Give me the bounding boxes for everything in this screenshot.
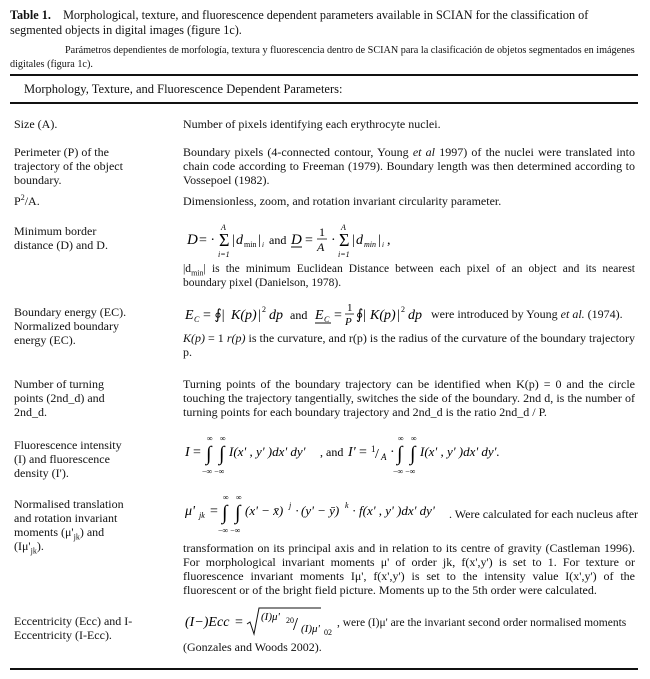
svg-text:∞: ∞: [398, 434, 404, 443]
svg-text:(I−)Ecc: (I−)Ecc: [185, 615, 230, 630]
desc-text: is the curvature, and r(p) is the radius of the curvature of the boundary trajectory p.: [183, 331, 635, 359]
svg-text:I(x' , y' )dx' dy'.: I(x' , y' )dx' dy'.: [420, 444, 500, 459]
formula-boundary-energy: [183, 301, 635, 330]
row-label: Number of turning points (2nd_d) and 2nd_d.: [14, 377, 105, 419]
row-desc: (Gonzales and Woods 2002).: [183, 640, 322, 654]
svg-text:A: A: [341, 224, 346, 232]
row-label: Size (A).: [14, 117, 58, 131]
row-desc: Turning points of the boundary trajectory can be identified when K(p) = 0 and the circle touching the trajectory tangentially, switches the side of the boundary. 2nd d, is the number of turning points for each boundary trajectory and 2nd_d is the ratio 2nd_d / P.: [183, 377, 635, 419]
caption-spanish: Parámetros dependientes de morfología, textura y fluorescencia dentro de SCIAN para la clasificación de objetos segmentados en imágenes digitales (figura 1c).: [10, 45, 635, 70]
svg-text:/: /: [293, 614, 299, 634]
svg-text:·: ·: [331, 233, 336, 248]
svg-text:d: d: [356, 233, 363, 248]
svg-text:dp: dp: [269, 308, 283, 323]
svg-text:∫: ∫: [222, 502, 228, 524]
label-part: P: [14, 194, 21, 208]
formula-eccentricity: [183, 604, 635, 641]
svg-text:|: |: [258, 308, 261, 323]
svg-text:∮|: ∮|: [356, 308, 367, 323]
svg-text:i=1: i=1: [338, 250, 350, 259]
svg-text:f(x' , y' )dx' dy': f(x' , y' )dx' dy': [359, 503, 435, 518]
svg-text:jk: jk: [199, 511, 205, 520]
caption-text: Morphological, texture, and fluorescence dependent parameters available in SCIAN for the classification of segmented objects in digital images (figure 1c).: [10, 8, 589, 37]
formula-moments: [183, 493, 639, 540]
svg-text:∫: ∫: [397, 443, 403, 465]
row-label: Minimum border distance (D) and D.: [14, 224, 108, 252]
svg-text:=: =: [359, 445, 367, 460]
desc-part: 1997) of the nuclei were translated into chain code according to Freeman (1979). Boundary length was then determined according to Vossepoel (1982).: [183, 145, 635, 187]
svg-text:∫: ∫: [206, 443, 212, 465]
row-label: Perimeter (P) of the trajectory of the object boundary.: [14, 145, 123, 187]
formula-tail: . Were calculated for each nucleus after: [449, 507, 639, 521]
svg-text:= ·: = ·: [199, 233, 216, 248]
svg-text:and: and: [290, 308, 308, 322]
svg-text:K(p): K(p): [370, 308, 396, 323]
row-label: Eccentricity (Ecc) and I-Eccentricity (I-Ecc).: [14, 614, 133, 642]
row-desc: K(p) = 1 r(p) is the curvature, and r(p) is the radius of the curvature of the boundary trajectory p.: [183, 331, 635, 359]
svg-text:|: |: [397, 308, 400, 323]
svg-text:C: C: [194, 315, 200, 324]
svg-text:−∞ −∞: −∞ −∞: [202, 467, 225, 476]
row-desc: Dimensionless, zoom, and rotation invariant circularity parameter.: [183, 194, 502, 208]
formula-and: and: [269, 233, 287, 247]
svg-text:A: A: [317, 240, 325, 254]
svg-text:−∞ −∞: −∞ −∞: [393, 467, 416, 476]
svg-text:min: min: [364, 240, 376, 249]
svg-text:|: |: [232, 233, 235, 248]
table-header: Morphology, Texture, and Fluorescence Dependent Parameters:: [24, 82, 343, 96]
svg-text:i: i: [262, 241, 264, 249]
svg-text:−∞ −∞: −∞ −∞: [218, 526, 241, 535]
svg-text:=: =: [305, 233, 313, 248]
min-border-formula: [183, 224, 635, 260]
svg-text:D: D: [187, 232, 198, 248]
svg-text:Σ: Σ: [219, 230, 230, 250]
svg-text:P: P: [345, 316, 352, 327]
svg-text:|: |: [378, 233, 381, 248]
label-part: /A.: [24, 194, 40, 208]
svg-text:min: min: [244, 240, 257, 249]
svg-text:i: i: [382, 241, 384, 249]
row-label: Boundary energy (EC). Normalized boundary energy (EC).: [14, 305, 127, 347]
svg-text:D: D: [291, 232, 302, 248]
svg-text:∞: ∞: [236, 493, 242, 502]
svg-text:j: j: [289, 501, 292, 510]
formula-min-border: [183, 224, 635, 263]
row-desc: Number of pixels identifying each erythrocyte nuclei.: [183, 117, 441, 131]
svg-text:(I)μ': (I)μ': [301, 623, 320, 635]
svg-text:= ∮|: = ∮|: [203, 308, 225, 323]
svg-text:|: |: [352, 233, 355, 248]
svg-text:|: |: [258, 233, 261, 248]
row-desc: transformation on its principal axis and in relation to its centre of gravity (Castleman 1996). For morphological invariant moments μ' of order jk, f(x',y') is set to 1. For texture or fluorescence invariant moments Iμ', f(x',y') is set to the intensity value I(x',y') of the fluorescent or of the bright field picture. Moments up to the 5th order were calculated.: [183, 541, 635, 597]
row-desc: [183, 145, 635, 187]
svg-text:∫: ∫: [235, 502, 241, 524]
svg-text:∞: ∞: [411, 434, 417, 443]
svg-text:dp: dp: [408, 308, 422, 323]
tail-part: (1974).: [584, 307, 623, 321]
row-desc: $|d_{min}|$ is the minimum Euclidean Distance between each pixel of an object and its nearest boundary pixel (Danielson, 1978).: [183, 263, 635, 289]
svg-text:∞: ∞: [223, 493, 229, 502]
bottom-rule: [10, 668, 638, 670]
svg-text:1: 1: [319, 225, 325, 239]
row-label: [14, 194, 164, 208]
svg-text:,: ,: [387, 233, 391, 248]
desc-part: Boundary pixels (4-connected contour, Young: [183, 145, 413, 159]
table-caption: [10, 8, 640, 38]
svg-text:(y' − ȳ): (y' − ȳ): [301, 503, 340, 518]
svg-text:·: ·: [390, 445, 395, 460]
row-label: Fluorescence intensity (I) and fluorescence density (I').: [14, 438, 122, 480]
svg-text:∞: ∞: [207, 434, 213, 443]
svg-text:20: 20: [286, 616, 294, 625]
top-rule: [10, 74, 638, 76]
row-label: Normalised translation and rotation invariant moments $(\mu'_{jk})$ and $(I\mu'_{jk})$.: [14, 497, 124, 556]
svg-text:·: ·: [295, 503, 300, 518]
svg-text:1: 1: [347, 302, 353, 314]
svg-text:=: =: [235, 615, 243, 630]
svg-text:k: k: [345, 501, 349, 510]
fluorescence-formula: [183, 434, 635, 478]
formula-and: , and: [320, 445, 344, 459]
svg-text:=: =: [210, 504, 218, 519]
caption-label: Table 1.: [10, 8, 51, 22]
svg-text:=: =: [193, 445, 201, 460]
svg-text:d: d: [236, 233, 243, 248]
svg-text:∞: ∞: [220, 434, 226, 443]
desc-em: et al: [412, 145, 436, 159]
svg-text:1: 1: [371, 444, 376, 454]
svg-text:K(p): K(p): [231, 308, 257, 323]
svg-text:(x' − x̄): (x' − x̄): [245, 503, 284, 518]
svg-text:E: E: [315, 308, 324, 323]
tail-em: et al.: [560, 307, 585, 321]
formula-fluorescence: [183, 434, 635, 481]
svg-text:I': I': [348, 445, 356, 460]
svg-text:i=1: i=1: [218, 250, 230, 259]
svg-text:/: /: [375, 447, 379, 462]
svg-text:2: 2: [401, 305, 405, 314]
svg-text:∫: ∫: [219, 443, 225, 465]
svg-text:A: A: [381, 452, 387, 462]
svg-text:=: =: [334, 308, 342, 323]
svg-text:I: I: [185, 445, 190, 460]
svg-text:A: A: [221, 224, 226, 232]
svg-text:(I)μ': (I)μ': [261, 611, 280, 623]
svg-text:2: 2: [262, 305, 266, 314]
svg-text:C: C: [324, 315, 330, 324]
svg-text:∫: ∫: [410, 443, 416, 465]
formula-tail: [431, 307, 623, 321]
label-sup: 2: [20, 193, 25, 202]
svg-text:I(x' , y' )dx' dy': I(x' , y' )dx' dy': [229, 444, 306, 459]
svg-text:Σ: Σ: [339, 230, 350, 250]
svg-text:·: ·: [352, 503, 357, 518]
svg-text:E: E: [185, 308, 194, 323]
header-rule: [10, 102, 638, 104]
formula-tail: , were (I)μ' are the invariant second order normalised moments: [337, 617, 627, 629]
desc-text: is the minimum Euclidean Distance between each pixel of an object and its nearest boundary pixel (Danielson, 1978).: [183, 263, 635, 289]
svg-text:02: 02: [324, 628, 332, 637]
tail-part: were introduced by Young: [431, 307, 561, 321]
svg-text:μ': μ': [185, 504, 196, 519]
